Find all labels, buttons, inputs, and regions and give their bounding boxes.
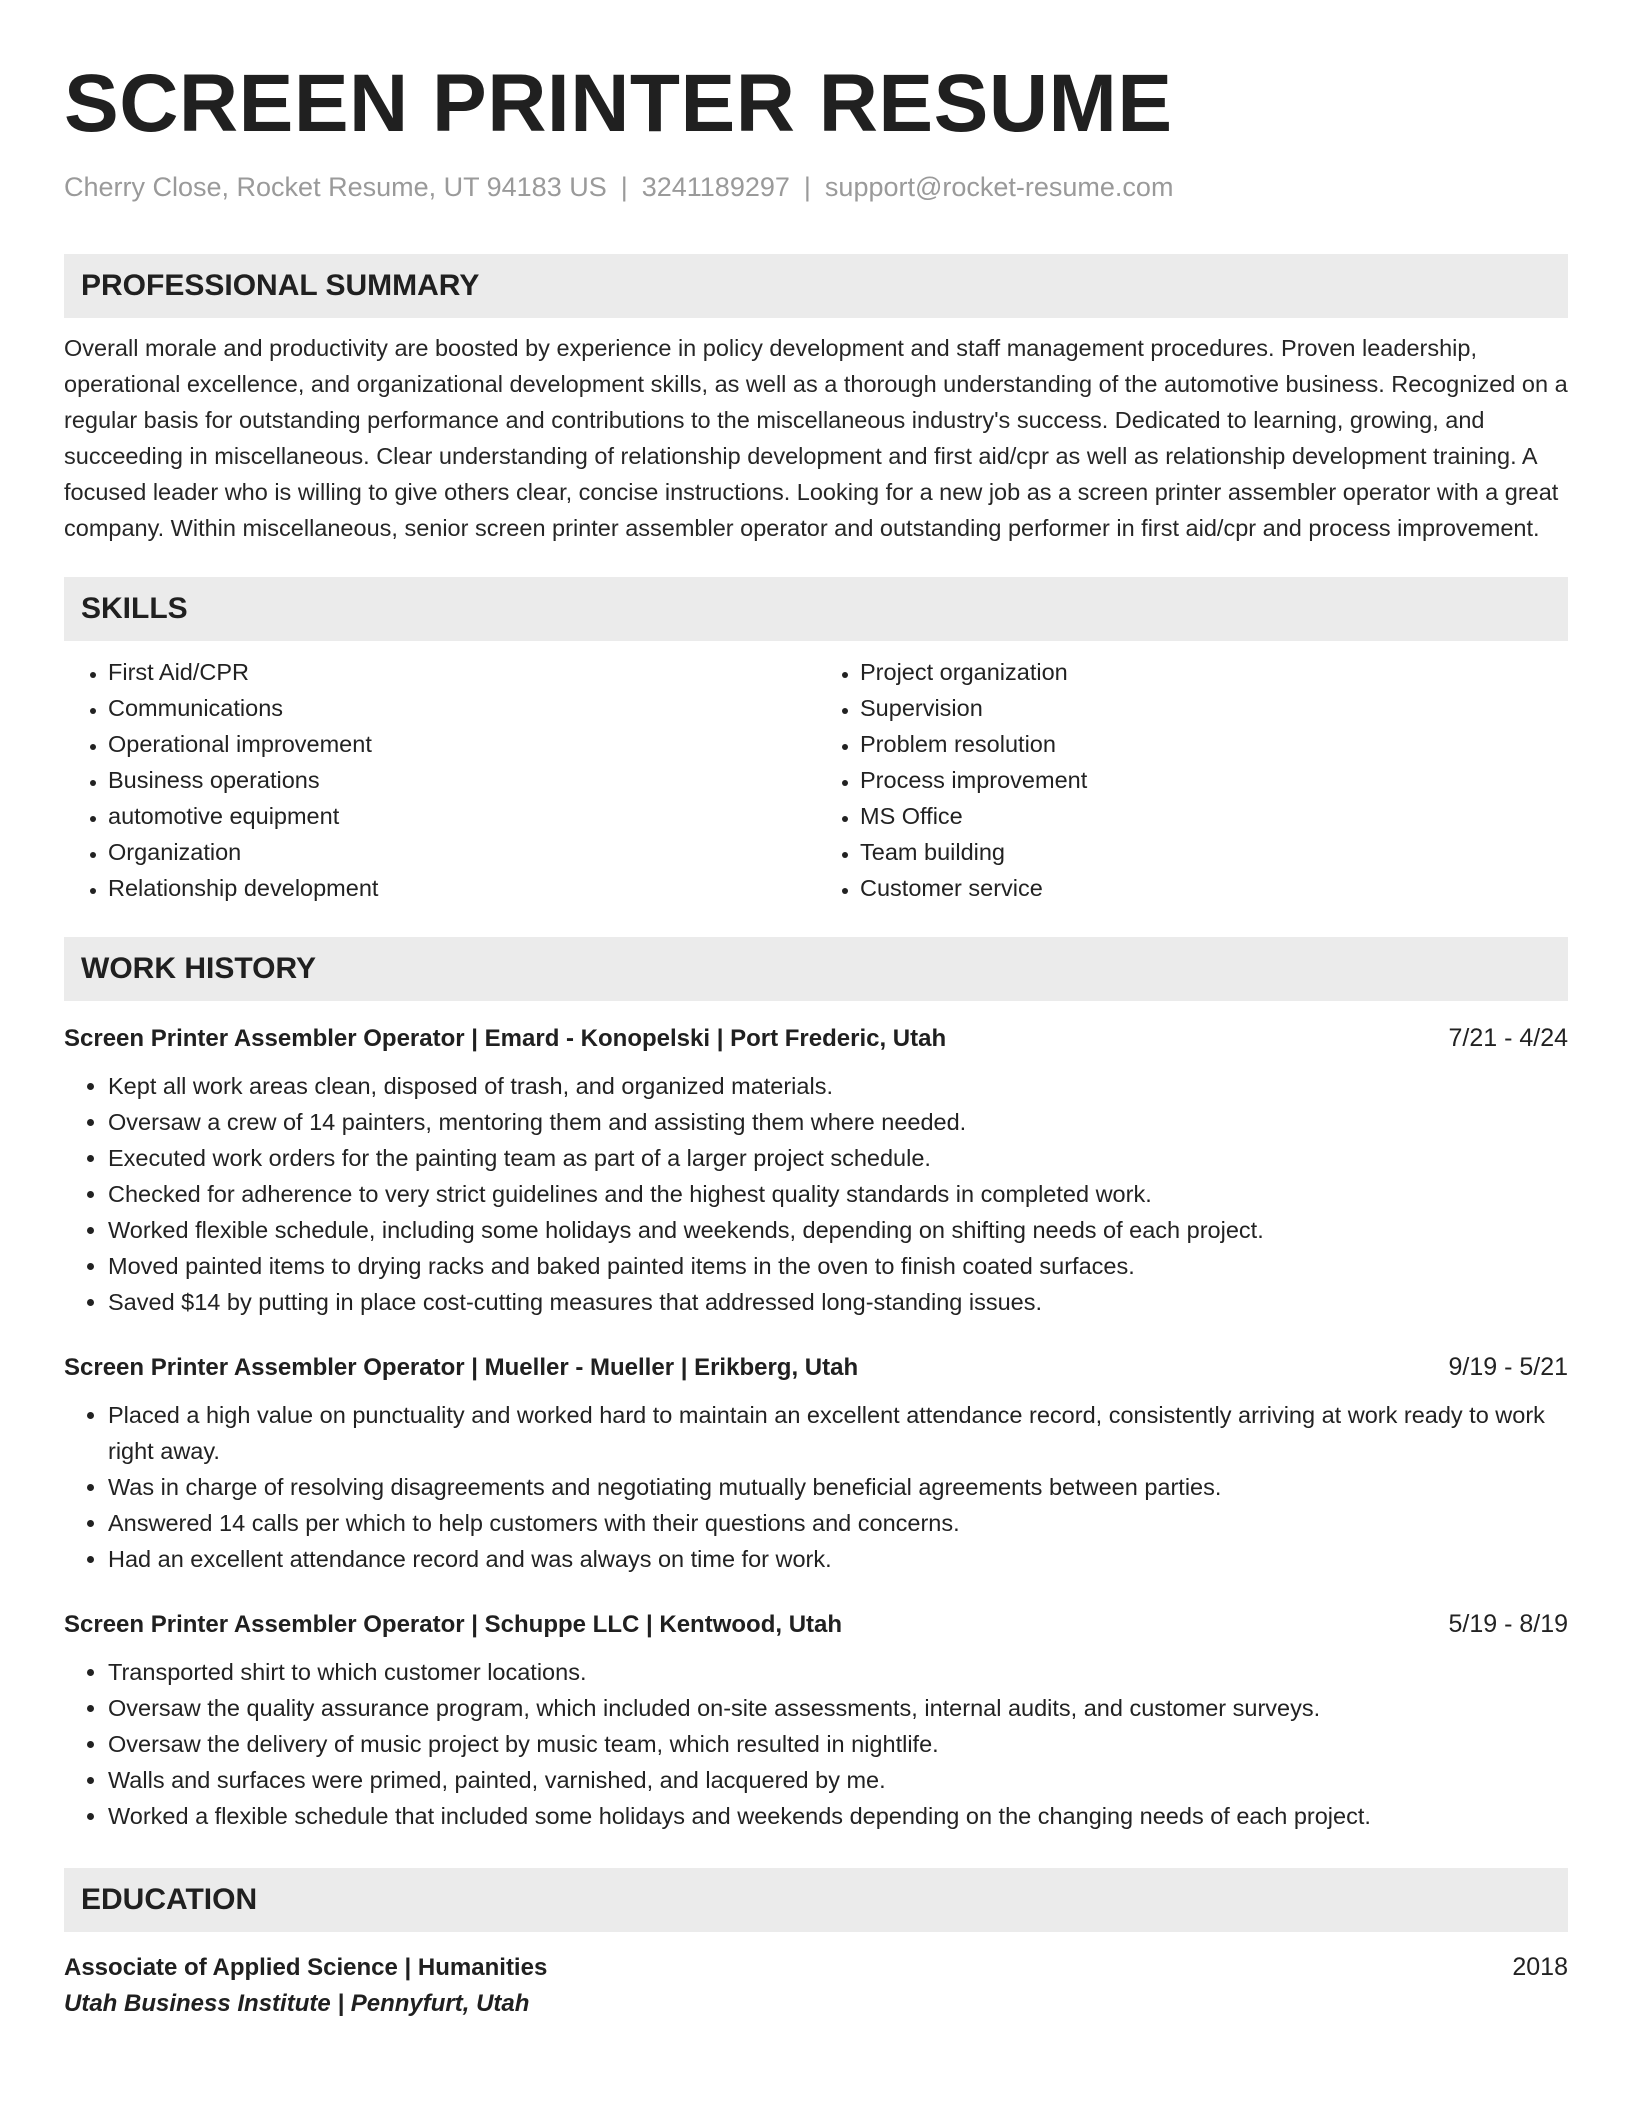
education-school: Utah Business Institute | Pennyfurt, Utah bbox=[64, 1990, 530, 2017]
skill-item: • Team building bbox=[860, 834, 1568, 870]
education-degree: Associate of Applied Science | Humanities bbox=[64, 1954, 548, 1981]
job-header bbox=[64, 1021, 1568, 1056]
job-entry bbox=[64, 1021, 1568, 1320]
contact-address: Cherry Close, Rocket Resume, UT 94183 US bbox=[64, 172, 607, 202]
skill-item: • Project organization bbox=[860, 654, 1568, 690]
skill-item: • Organization bbox=[108, 834, 816, 870]
section-heading-skills: SKILLS bbox=[64, 577, 1568, 641]
section-heading-education: EDUCATION bbox=[64, 1868, 1568, 1932]
job-bullet: • Oversaw the delivery of music project by music team, which resulted in nightlife. bbox=[108, 1726, 1568, 1762]
skill-item: • Communications bbox=[108, 690, 816, 726]
summary-text: Overall morale and productivity are boosted by experience in policy development and staff management procedures. Proven leadership, operational excellence, and organizational development skills, as well as a thorough understanding of the automotive business. Recognized on a regular basis for outstanding performance and contributions to the miscellaneous industry's success. Dedicated to learning, growing, and succeeding in miscellaneous. Clear understanding of relationship development and first aid/cpr as well as relationship development training. A focused leader who is willing to give others clear, concise instructions. Looking for a new job as a screen printer assembler operator with a great company. Within miscellaneous, senior screen printer assembler operator and outstanding performer in first aid/cpr and process improvement. bbox=[64, 335, 1568, 541]
job-bullet: • Checked for adherence to very strict guidelines and the highest quality standards in completed work. bbox=[108, 1176, 1568, 1212]
job-bullet: • Oversaw a crew of 14 painters, mentoring them and assisting them where needed. bbox=[108, 1104, 1568, 1140]
education-year: 2018 bbox=[1512, 1953, 1568, 1981]
job-bullet: • Executed work orders for the painting team as part of a larger project schedule. bbox=[108, 1140, 1568, 1176]
section-heading-summary: PROFESSIONAL SUMMARY bbox=[64, 254, 1568, 318]
job-dates: 9/19 - 5/21 bbox=[1448, 1353, 1568, 1381]
contact-email: support@rocket-resume.com bbox=[824, 172, 1174, 202]
skill-item: • Customer service bbox=[860, 870, 1568, 906]
job-bullet: • Transported shirt to which customer locations. bbox=[108, 1654, 1568, 1690]
resume-title: SCREEN PRINTER RESUME bbox=[64, 58, 1173, 149]
job-entry bbox=[64, 1607, 1568, 1834]
skills-column-right bbox=[816, 654, 1568, 906]
job-header bbox=[64, 1350, 1568, 1385]
skill-item: • First Aid/CPR bbox=[108, 654, 816, 690]
job-bullet: • Walls and surfaces were primed, painted, varnished, and lacquered by me. bbox=[108, 1762, 1568, 1798]
skill-item: • Business operations bbox=[108, 762, 816, 798]
job-bullets bbox=[64, 1654, 1568, 1834]
contact-phone: 3241189297 bbox=[641, 172, 790, 202]
skill-item: • automotive equipment bbox=[108, 798, 816, 834]
job-bullet: • Kept all work areas clean, disposed of trash, and organized materials. bbox=[108, 1068, 1568, 1104]
job-bullet: • Oversaw the quality assurance program, which included on-site assessments, internal audits, and customer surveys. bbox=[108, 1690, 1568, 1726]
job-header bbox=[64, 1607, 1568, 1642]
job-title: Screen Printer Assembler Operator | Mueller - Mueller | Erikberg, Utah bbox=[64, 1354, 859, 1381]
skill-item: • MS Office bbox=[860, 798, 1568, 834]
contact-line bbox=[64, 170, 1568, 204]
job-bullets bbox=[64, 1397, 1568, 1577]
skill-item: • Relationship development bbox=[108, 870, 816, 906]
job-title: Screen Printer Assembler Operator | Schuppe LLC | Kentwood, Utah bbox=[64, 1611, 843, 1638]
job-entry bbox=[64, 1350, 1568, 1577]
skills-list bbox=[64, 654, 1568, 906]
skill-item: • Problem resolution bbox=[860, 726, 1568, 762]
job-bullet: • Saved $14 by putting in place cost-cutting measures that addressed long-standing issues. bbox=[108, 1284, 1568, 1320]
job-dates: 7/21 - 4/24 bbox=[1448, 1024, 1568, 1052]
job-bullet: • Worked a flexible schedule that included some holidays and weekends depending on the changing needs of each project. bbox=[108, 1798, 1568, 1834]
job-bullet: • Moved painted items to drying racks and baked painted items in the oven to finish coated surfaces. bbox=[108, 1248, 1568, 1284]
job-title: Screen Printer Assembler Operator | Emard - Konopelski | Port Frederic, Utah bbox=[64, 1025, 947, 1052]
job-bullet: • Had an excellent attendance record and was always on time for work. bbox=[108, 1541, 1568, 1577]
job-bullet: • Worked flexible schedule, including some holidays and weekends, depending on shifting needs of each project. bbox=[108, 1212, 1568, 1248]
job-bullet: • Placed a high value on punctuality and worked hard to maintain an excellent attendance record, consistently arriving at work ready to work right away. bbox=[108, 1397, 1568, 1469]
section-heading-work-history: WORK HISTORY bbox=[64, 937, 1568, 1001]
job-bullets bbox=[64, 1068, 1568, 1320]
skill-item: • Operational improvement bbox=[108, 726, 816, 762]
job-bullet: • Was in charge of resolving disagreements and negotiating mutually beneficial agreements between parties. bbox=[108, 1469, 1568, 1505]
job-dates: 5/19 - 8/19 bbox=[1448, 1610, 1568, 1638]
contact-separator: | bbox=[620, 172, 628, 202]
contact-separator: | bbox=[803, 172, 811, 202]
job-bullet: • Answered 14 calls per which to help customers with their questions and concerns. bbox=[108, 1505, 1568, 1541]
skills-column-left bbox=[64, 654, 816, 906]
skill-item: • Supervision bbox=[860, 690, 1568, 726]
education-header bbox=[64, 1950, 1568, 1985]
skill-item: • Process improvement bbox=[860, 762, 1568, 798]
